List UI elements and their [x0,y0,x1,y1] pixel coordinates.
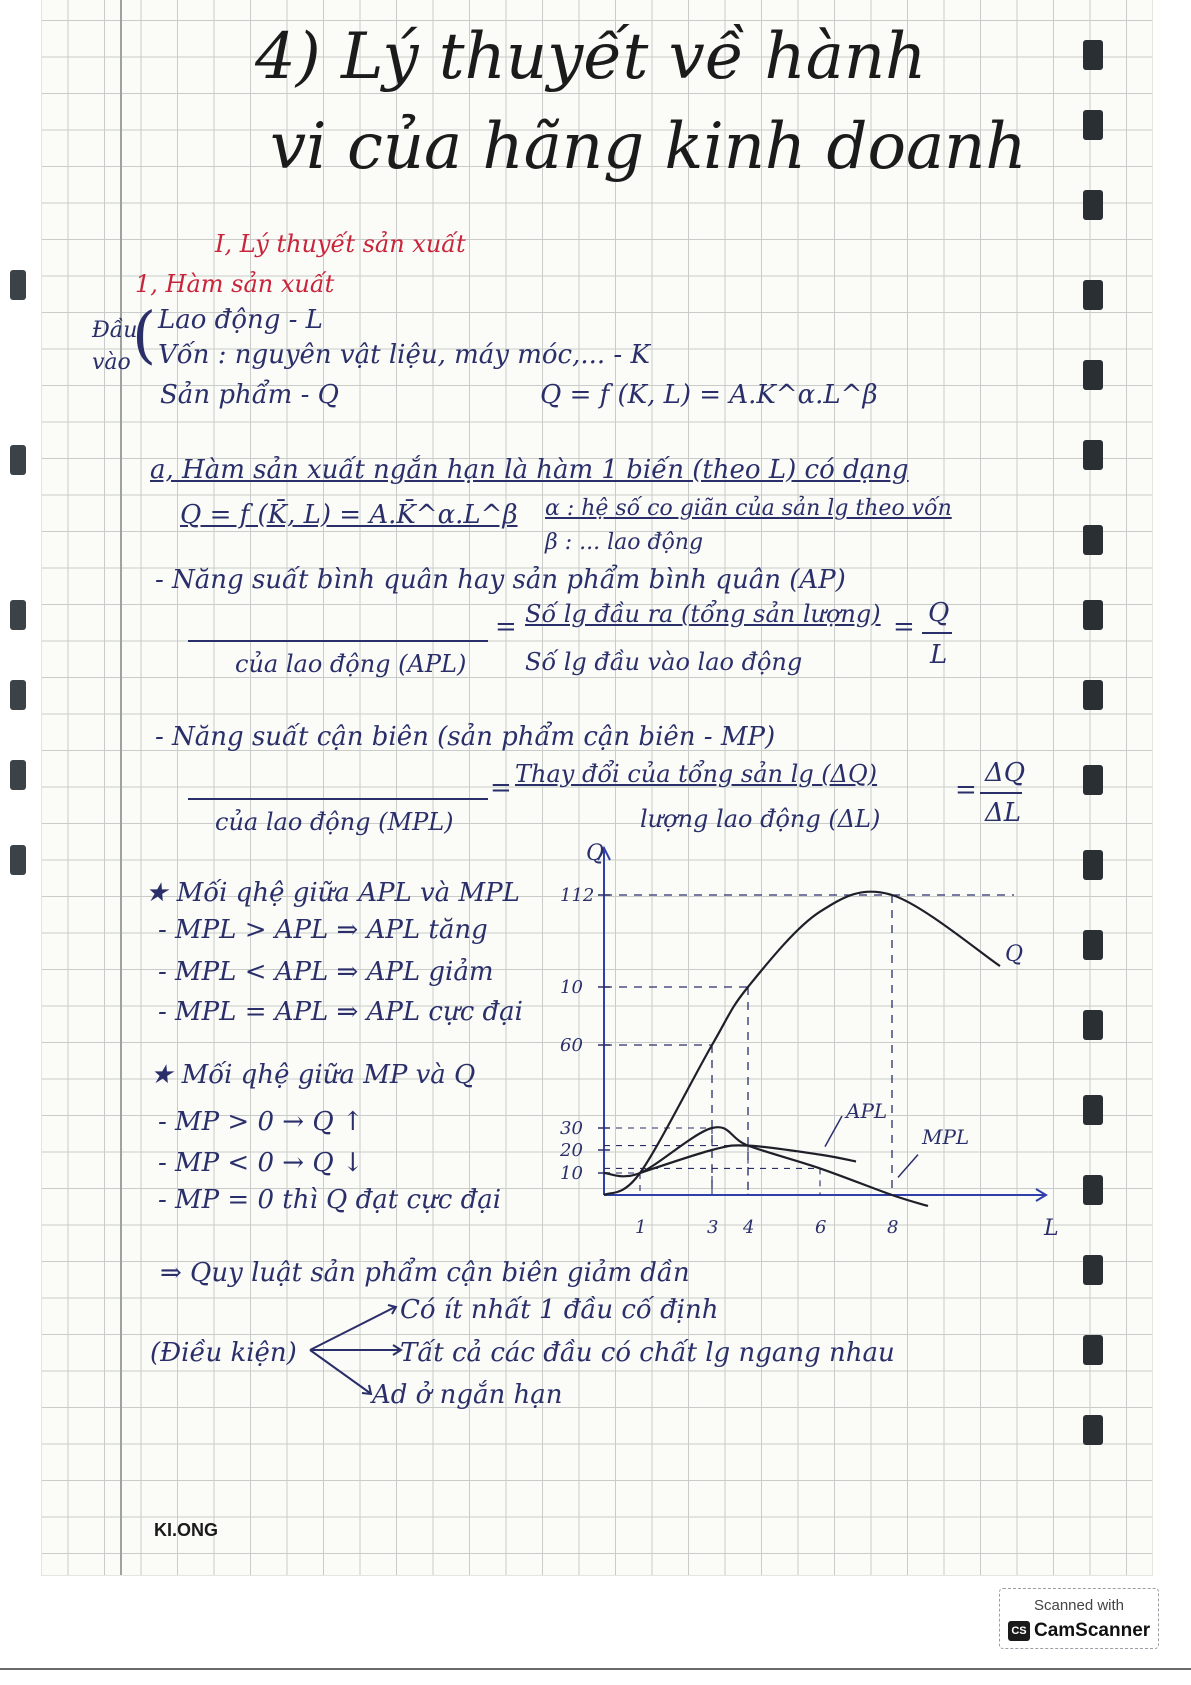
x-tick-label: 3 [707,1217,719,1238]
equals-sign: = [955,775,977,805]
y-tick-label: 30 [560,1118,583,1139]
mp-result-num: ΔQ [985,758,1026,788]
series-label: MPL [922,1125,970,1149]
short-run-heading: a, Hàm sản xuất ngắn hạn là hàm 1 biến (theo L) có dạng [150,455,909,485]
equals-sign: = [893,612,915,642]
binder-hole [10,680,26,710]
series-q-curve [604,892,1000,1195]
series-label: APL [846,1099,888,1123]
relation-mp-q-heading: ★ Mối qhệ giữa MP và Q [150,1060,476,1090]
ap-heading: - Năng suất bình quân hay sản phẩm bình quân (AP) [155,565,846,595]
x-tick-label: 1 [635,1217,647,1238]
y-tick-label: 60 [560,1035,583,1056]
binder-hole [10,270,26,300]
conditions-label: (Điều kiện) [150,1338,297,1368]
alpha-note: α : hệ số co giãn của sản lg theo vốn [545,496,952,521]
condition-item: Có ít nhất 1 đầu cố định [400,1295,719,1325]
condition-item: Tất cả các đầu có chất lg ngang nhau [400,1338,895,1368]
ap-numerator: Số lg đầu ra (tổng sản lượng) [525,600,881,628]
notebook-brand: KI.ONG [154,1520,219,1540]
inputs-label: vào [92,350,131,375]
ap-result-den: L [930,640,948,670]
x-tick-label: 6 [815,1217,827,1238]
y-axis-label: Q [586,841,605,866]
x-tick-label: 4 [743,1217,755,1238]
binder-hole [1083,525,1103,555]
brace: ( [132,298,157,371]
beta-note: β : ... lao động [545,530,704,555]
sub-heading: 1, Hàm sản xuất [135,270,335,298]
input-labor: Lao động - L [158,305,323,335]
fraction-bar [188,798,488,800]
label-arrow [825,1116,842,1147]
binder-hole [10,445,26,475]
relation-item: - MPL > APL ⇒ APL tăng [158,915,488,945]
binder-hole [1083,1335,1103,1365]
relation-item: - MP = 0 thì Q đạt cực đại [158,1185,502,1215]
y-tick-label: 20 [560,1140,583,1161]
binder-hole [1083,680,1103,710]
camscanner-watermark [999,1588,1159,1649]
production-chart [540,835,1100,1255]
equals-sign: = [490,773,512,803]
equals-sign: = [495,612,517,642]
mp-heading: - Năng suất cận biên (sản phẩm cận biên - MP) [155,722,776,752]
binder-hole [1083,440,1103,470]
fraction-bar [188,640,488,642]
ap-left: của lao động (APL) [235,650,467,678]
binder-hole [10,845,26,875]
output-label: Sản phẩm - Q [160,380,339,410]
scanner-caption: Scanned with [1033,1597,1125,1614]
relation-item: - MP < 0 → Q ↓ [158,1148,364,1178]
scanner-name: CamScanner [1034,1620,1151,1641]
law-statement: ⇒ Quy luật sản phẩm cận biên giảm dần [160,1258,690,1288]
binder-hole [1083,190,1103,220]
bottom-rule [0,1668,1191,1670]
binder-hole [1083,280,1103,310]
section-heading: I, Lý thuyết sản xuất [215,230,466,258]
binder-hole [1083,110,1103,140]
short-run-formula: Q = f (K̄, L) = A.K̄^α.L^β [180,500,518,530]
mp-result-den: ΔL [985,798,1022,828]
binder-hole [1083,1415,1103,1445]
binder-hole [10,760,26,790]
page-title-line2: vi của hãng kinh doanh [270,110,1027,184]
ap-denominator: Số lg đầu vào lao động [525,648,803,676]
y-tick-label: 10 [560,977,583,998]
input-capital: Vốn : nguyên vật liệu, máy móc,... - K [158,340,650,370]
mp-numerator: Thay đổi của tổng sản lg (ΔQ) [515,760,878,788]
relation-item: - MP > 0 → Q ↑ [158,1107,364,1137]
label-arrow [898,1155,918,1178]
mp-denominator: lượng lao động (ΔL) [640,805,881,833]
x-tick-label: 8 [887,1217,899,1238]
series-label: Q [1005,942,1024,968]
binder-hole [1083,765,1103,795]
relation-item: - MPL < APL ⇒ APL giảm [158,957,494,987]
relation-item: - MPL = APL ⇒ APL cực đại [158,997,523,1027]
binder-hole [10,600,26,630]
binder-hole [1083,360,1103,390]
x-axis-label: L [1044,1216,1059,1241]
inputs-label: Đầu [92,318,138,343]
y-tick-label: 112 [560,885,595,906]
production-function: Q = f (K, L) = A.K^α.L^β [540,380,878,410]
fraction-bar [922,632,952,634]
mp-left: của lao động (MPL) [215,808,454,836]
binder-hole [1083,40,1103,70]
page-title-line1: 4) Lý thuyết về hành [255,20,927,94]
margin-line [120,0,122,1575]
binder-hole [1083,1255,1103,1285]
ap-result-num: Q [928,598,950,628]
binder-hole [1083,600,1103,630]
condition-item: Ad ở ngắn hạn [372,1380,563,1410]
relation-apl-mpl-heading: ★ Mối qhệ giữa APL và MPL [145,878,520,908]
camscanner-logo-icon: CS [1008,1621,1030,1641]
fraction-bar [980,792,1022,794]
y-tick-label: 10 [560,1163,583,1184]
